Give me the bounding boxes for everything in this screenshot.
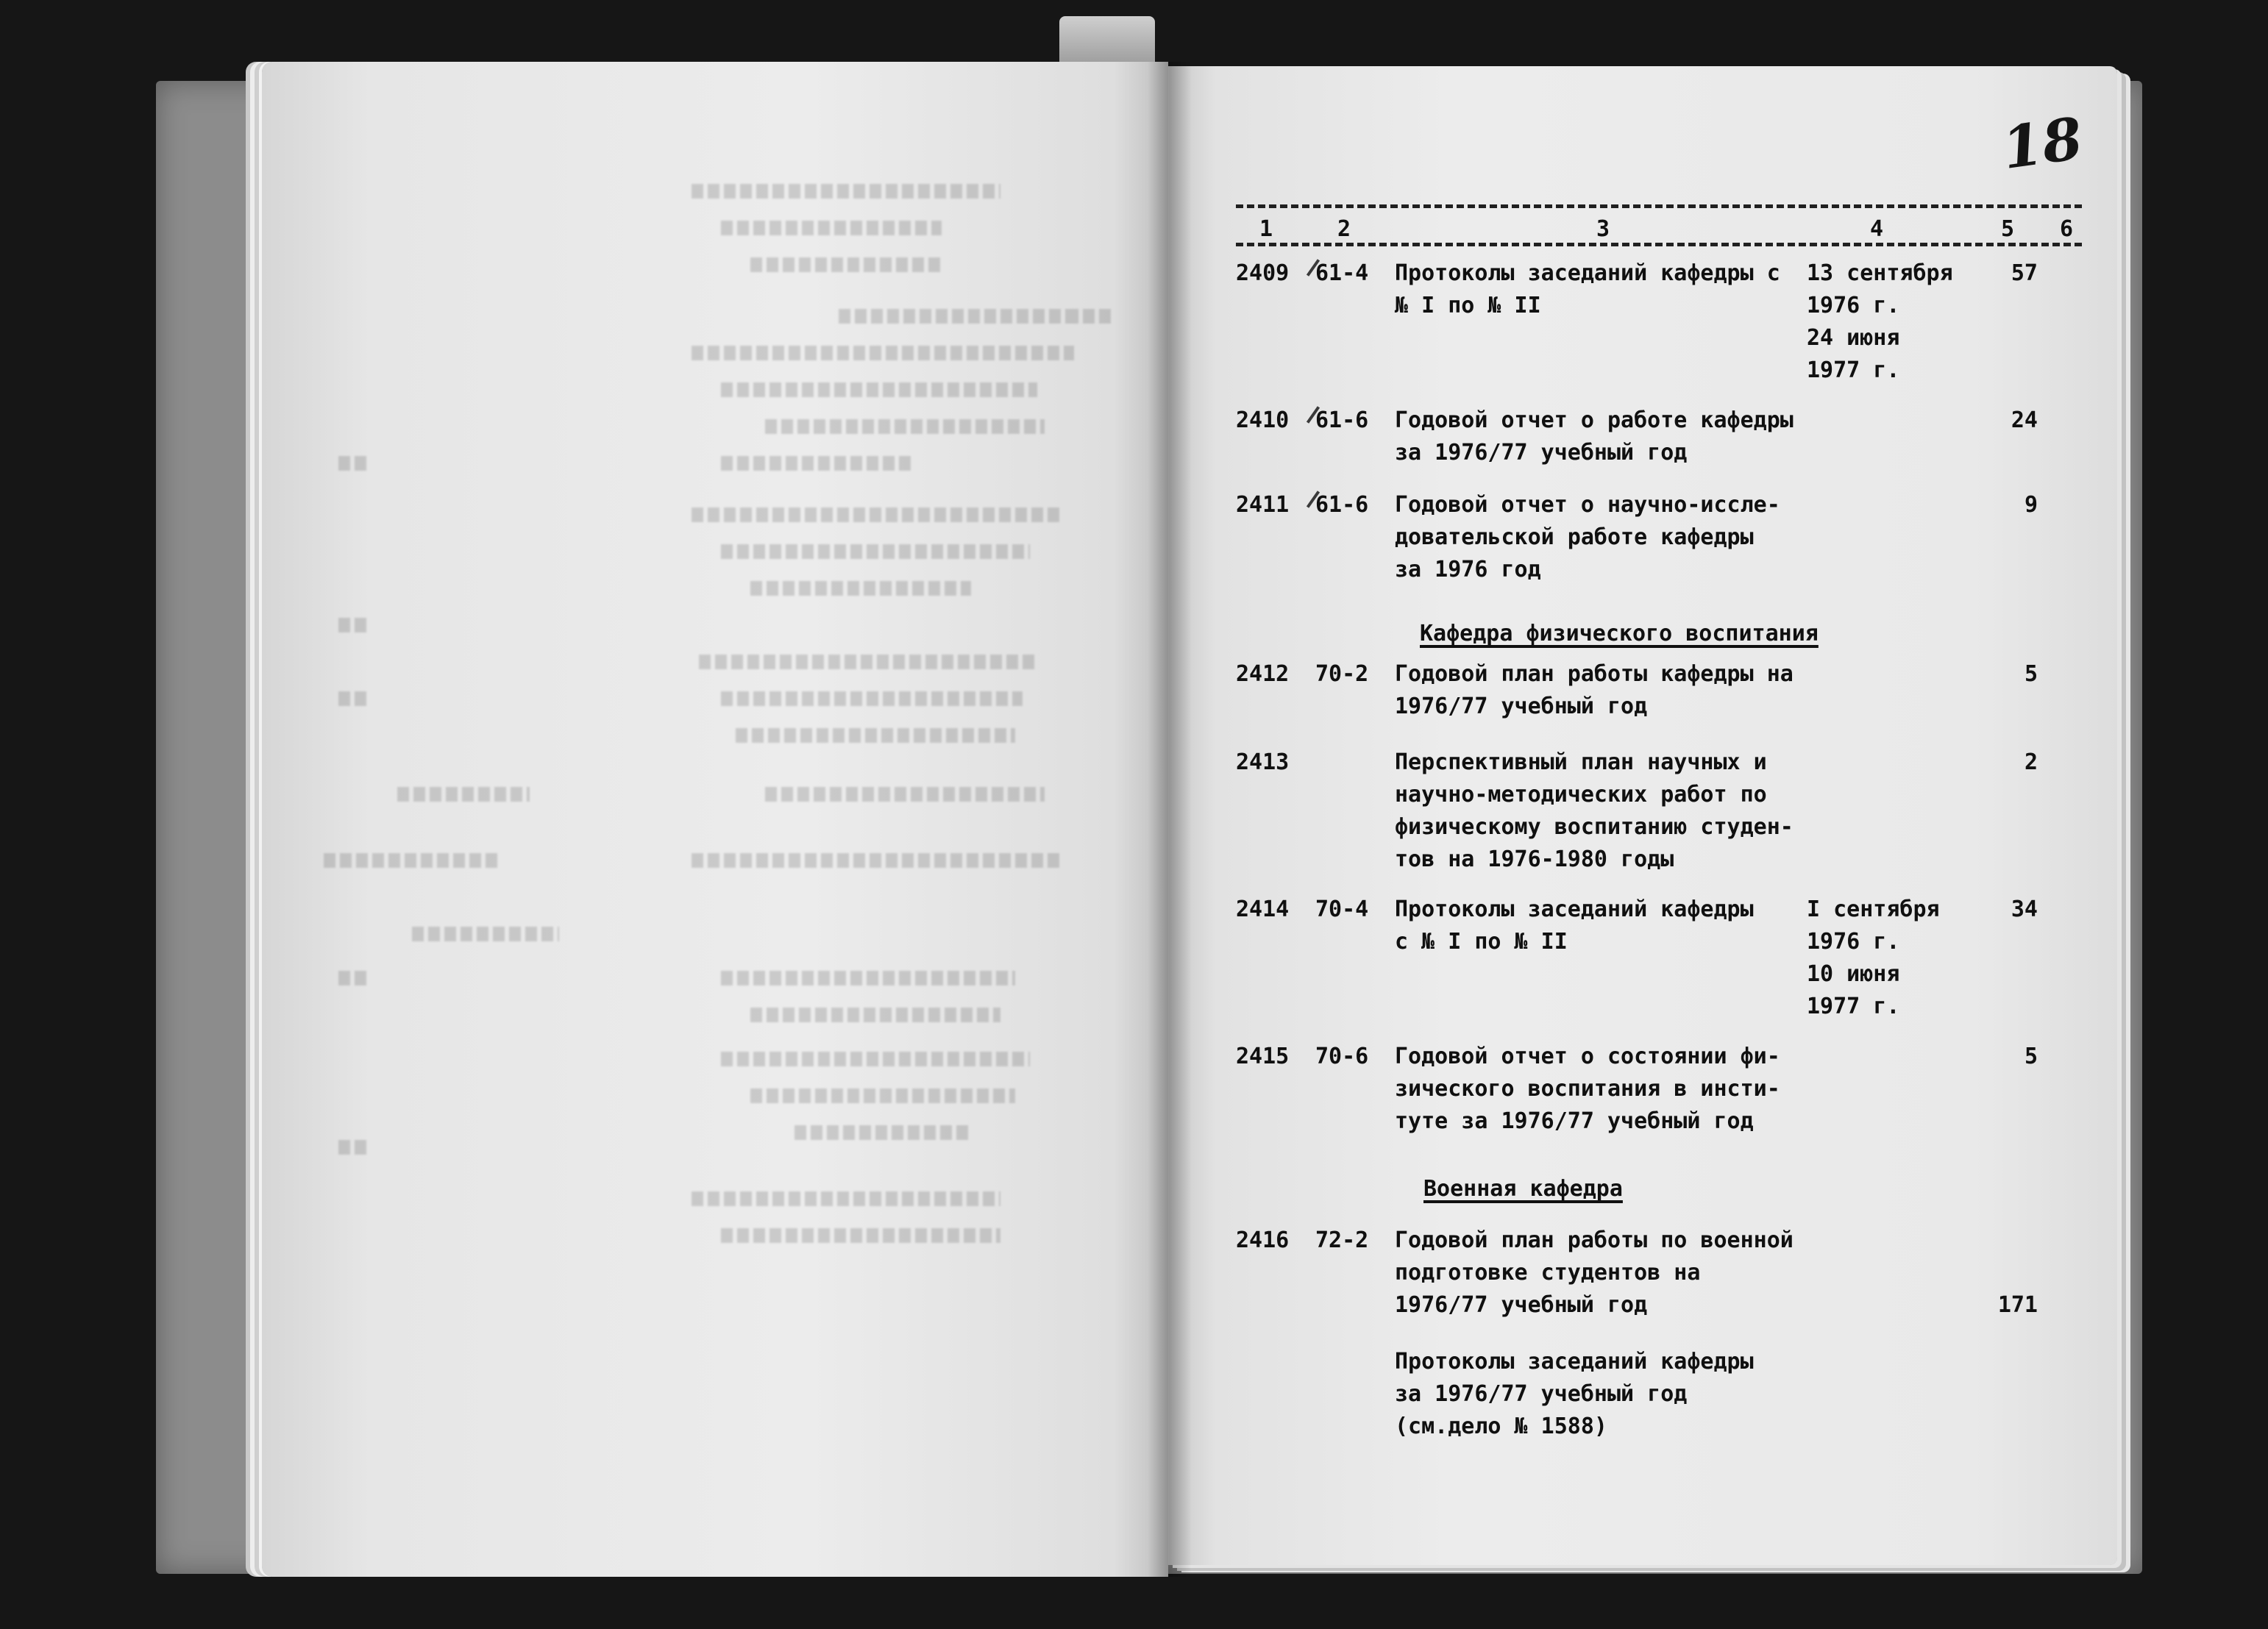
entry-number: 2416 (1236, 1227, 1290, 1253)
entry-index: 61-6 (1315, 492, 1369, 518)
entry-title: Годовой план работы по военной подготовке студентов на 1976/77 учебный год (1395, 1227, 1794, 1318)
entry-title: Протоколы заседаний кафедры с № I по № II (1395, 260, 1780, 318)
entry-title: Перспективный план научных и научно-методических работ по физическому воспитанию студен- тов на 1976-1980 годы (1395, 749, 1794, 872)
entry-sheet-count: 24 (2011, 407, 2038, 433)
entry-title: Годовой план работы кафедры на 1976/77 учебный год (1395, 661, 1794, 719)
entry-number: 2409 (1236, 260, 1290, 286)
entry-sheet-count: 171 (1997, 1292, 2038, 1318)
entry-number: 2410 (1236, 407, 1290, 433)
entry-dates: I сентября 1976 г. 10 июня 1977 г. (1807, 897, 1940, 1019)
section-heading: Военная кафедра (1423, 1176, 1623, 1202)
entry-index: 70-4 (1315, 897, 1369, 922)
entry-number: 2413 (1236, 749, 1290, 775)
entry-title: Протоколы заседаний кафедры с № I по № II (1395, 897, 1754, 955)
entry-index: 72-2 (1315, 1227, 1369, 1253)
left-page-bleedthrough (309, 177, 1148, 1280)
entry-index: 61-4 (1315, 260, 1369, 286)
header-rule-top (1236, 204, 2082, 208)
entry-title: Годовой отчет о работе кафедры за 1976/77 учебный год (1395, 407, 1794, 466)
column-header-3: 3 (1596, 216, 1610, 242)
book-gutter (1148, 62, 1192, 1577)
folio-number: 18 (1998, 104, 2087, 183)
entry-sheet-count: 57 (2011, 260, 2038, 286)
column-header-2: 2 (1337, 216, 1351, 242)
entry-index: 61-6 (1315, 407, 1369, 433)
entry-index: 70-2 (1315, 661, 1369, 687)
spine-tab (1059, 16, 1155, 68)
entry-index: 70-6 (1315, 1044, 1369, 1069)
entry-sheet-count: 9 (2024, 492, 2038, 518)
entry-dates: 13 сентября 1976 г. 24 июня 1977 г. (1807, 260, 1953, 383)
column-header-4: 4 (1870, 216, 1884, 242)
entry-sheet-count: 5 (2024, 1044, 2038, 1069)
header-rule-bottom (1236, 243, 2082, 246)
entry-number: 2411 (1236, 492, 1290, 518)
entry-title: Годовой отчет о научно-иссле- довательской работе кафедры за 1976 год (1395, 492, 1780, 582)
entry-number: 2414 (1236, 897, 1290, 922)
entry-sheet-count: 34 (2011, 897, 2038, 922)
entry-title: Протоколы заседаний кафедры за 1976/77 учебный год (см.дело № 1588) (1395, 1349, 1754, 1439)
column-header-6: 6 (2060, 216, 2074, 242)
column-header-row (1236, 213, 2089, 246)
entry-sheet-count: 2 (2024, 749, 2038, 775)
column-header-1: 1 (1259, 216, 1273, 242)
column-header-5: 5 (2001, 216, 2015, 242)
entry-number: 2415 (1236, 1044, 1290, 1069)
entry-number: 2412 (1236, 661, 1290, 687)
section-heading: Кафедра физического воспитания (1420, 621, 1819, 646)
entry-sheet-count: 5 (2024, 661, 2038, 687)
entry-title: Годовой отчет о состоянии фи- зического воспитания в инсти- туте за 1976/77 учебный год (1395, 1044, 1780, 1134)
